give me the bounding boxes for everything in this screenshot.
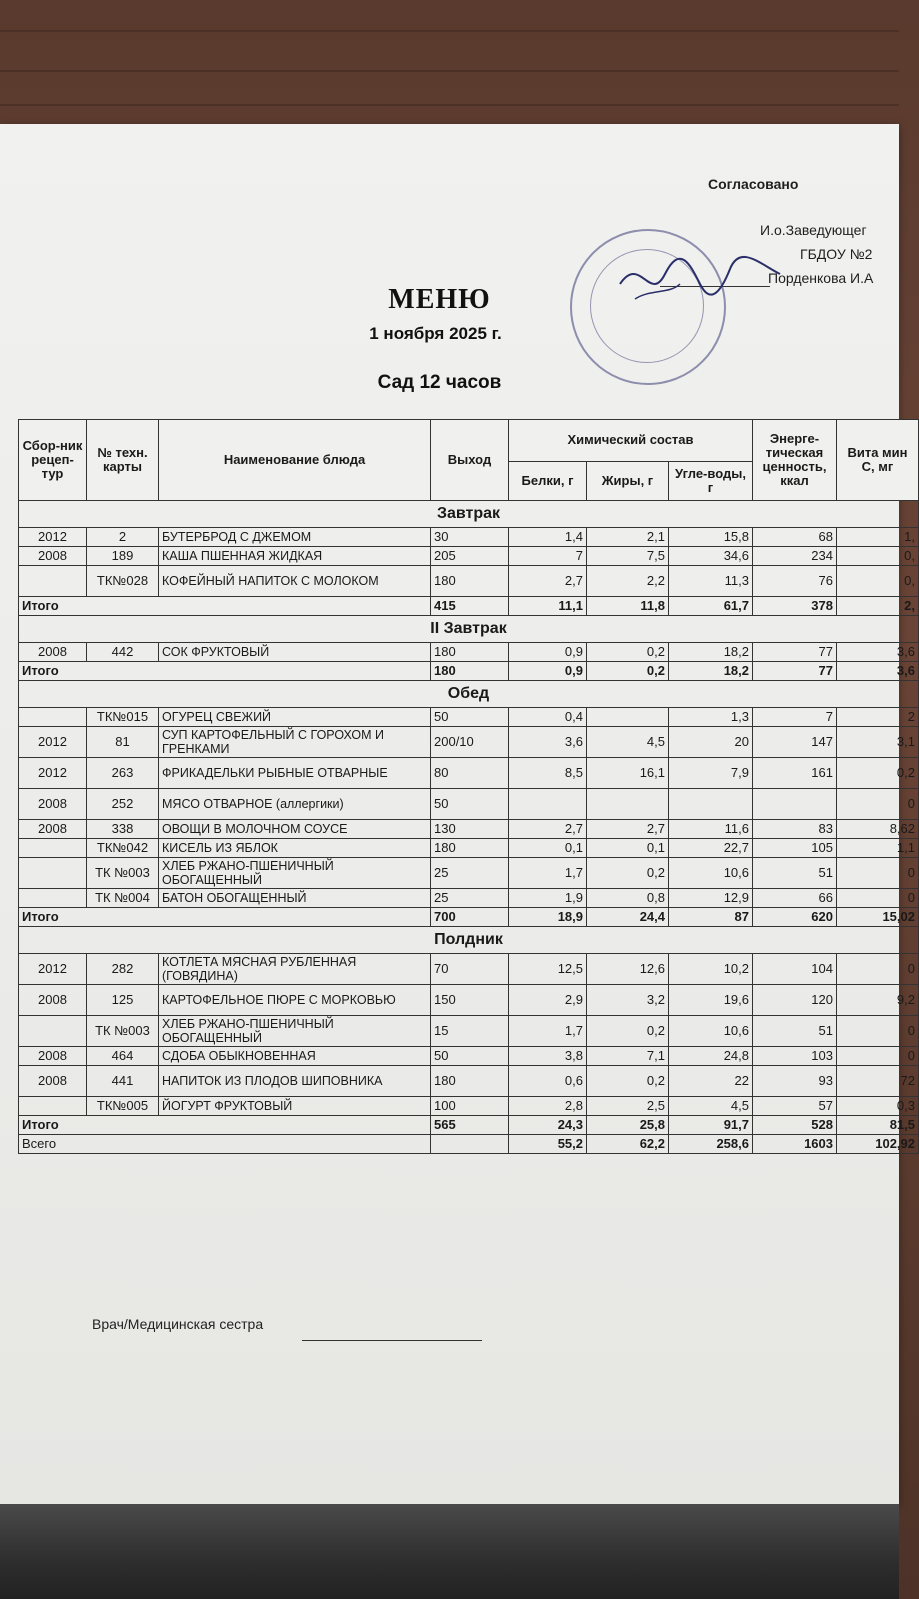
cell-energy: 147: [753, 727, 837, 758]
cell-collection: 2012: [19, 758, 87, 789]
cell-protein: 2,8: [509, 1097, 587, 1116]
table-row: [19, 820, 919, 839]
menu-body: [19, 501, 919, 1154]
section-title: II Завтрак: [19, 616, 919, 643]
cell-dish: БУТЕРБРОД С ДЖЕМОМ: [159, 528, 431, 547]
cell-dish: СДОБА ОБЫКНОВЕННАЯ: [159, 1047, 431, 1066]
table-row: [19, 1016, 919, 1047]
table-row: [19, 954, 919, 985]
cell-carbs: 19,6: [669, 985, 753, 1016]
col-protein: Белки, г: [509, 461, 587, 501]
table-row: [19, 758, 919, 789]
total-yield: 180: [431, 662, 509, 681]
cell-fat: 0,2: [587, 1066, 669, 1097]
table-row: [19, 1097, 919, 1116]
cell-card: 263: [87, 758, 159, 789]
cell-dish: КАША ПШЕННАЯ ЖИДКАЯ: [159, 547, 431, 566]
approval-position: И.о.Заведующег: [760, 222, 867, 238]
section-title: Завтрак: [19, 501, 919, 528]
cell-dish: СУП КАРТОФЕЛЬНЫЙ С ГОРОХОМ И ГРЕНКАМИ: [159, 727, 431, 758]
total-f: 0,2: [587, 662, 669, 681]
total-c: 61,7: [669, 597, 753, 616]
total-p: 11,1: [509, 597, 587, 616]
cell-yield: 15: [431, 1016, 509, 1047]
total-label: Итого: [19, 597, 431, 616]
cell-energy: 103: [753, 1047, 837, 1066]
cell-protein: 2,7: [509, 566, 587, 597]
cell-card: ТК №003: [87, 1016, 159, 1047]
cell-collection: 2008: [19, 643, 87, 662]
cell-energy: 105: [753, 839, 837, 858]
table-row: [19, 708, 919, 727]
cell-protein: 1,4: [509, 528, 587, 547]
cell-energy: 104: [753, 954, 837, 985]
total-c: 87: [669, 908, 753, 927]
page-title: МЕНЮ: [388, 284, 491, 315]
grand-total-label: Всего: [19, 1135, 431, 1154]
cell-vitamin: 0,: [837, 547, 919, 566]
col-card: № техн. карты: [87, 420, 159, 501]
cell-fat: 2,5: [587, 1097, 669, 1116]
table-row: [19, 858, 919, 889]
total-yield: 565: [431, 1116, 509, 1135]
total-yield: 415: [431, 597, 509, 616]
cell-collection: [19, 708, 87, 727]
cell-protein: 2,7: [509, 820, 587, 839]
cell-card: ТК№028: [87, 566, 159, 597]
cell-protein: 3,8: [509, 1047, 587, 1066]
cell-yield: 80: [431, 758, 509, 789]
cell-protein: 0,6: [509, 1066, 587, 1097]
col-energy: Энерге-тическая ценность, ккал: [753, 420, 837, 501]
cell-vitamin: 0: [837, 789, 919, 820]
cell-vitamin: 0: [837, 1047, 919, 1066]
cell-yield: 70: [431, 954, 509, 985]
cell-carbs: 10,6: [669, 1016, 753, 1047]
cell-protein: 1,7: [509, 858, 587, 889]
cell-dish: ХЛЕБ РЖАНО-ПШЕНИЧНЫЙ ОБОГАЩЕННЫЙ: [159, 858, 431, 889]
total-p: 24,3: [509, 1116, 587, 1135]
desk-edge: [0, 1504, 899, 1599]
cell-fat: 0,2: [587, 858, 669, 889]
cell-card: ТК№015: [87, 708, 159, 727]
cell-vitamin: 0: [837, 858, 919, 889]
approval-name: Порденкова И.А: [768, 270, 874, 286]
cell-card: 125: [87, 985, 159, 1016]
cell-collection: 2012: [19, 727, 87, 758]
section-title: Полдник: [19, 927, 919, 954]
cell-fat: 0,2: [587, 1016, 669, 1047]
cell-yield: 50: [431, 1047, 509, 1066]
cell-energy: 93: [753, 1066, 837, 1097]
total-v: 15,02: [837, 908, 919, 927]
cell-dish: ОГУРЕЦ СВЕЖИЙ: [159, 708, 431, 727]
cell-fat: 7,5: [587, 547, 669, 566]
cell-vitamin: 1,1: [837, 839, 919, 858]
cell-carbs: 34,6: [669, 547, 753, 566]
cell-collection: 2012: [19, 528, 87, 547]
table-row: [19, 985, 919, 1016]
total-c: 91,7: [669, 1116, 753, 1135]
cell-collection: [19, 1097, 87, 1116]
cell-protein: 0,1: [509, 839, 587, 858]
cell-card: ТК№005: [87, 1097, 159, 1116]
cell-vitamin: 0,: [837, 566, 919, 597]
cell-dish: ЙОГУРТ ФРУКТОВЫЙ: [159, 1097, 431, 1116]
cell-protein: 3,6: [509, 727, 587, 758]
cell-energy: 161: [753, 758, 837, 789]
total-e: 620: [753, 908, 837, 927]
cell-protein: 1,9: [509, 889, 587, 908]
total-row: [19, 908, 919, 927]
cell-collection: 2008: [19, 547, 87, 566]
cell-yield: 25: [431, 889, 509, 908]
cell-yield: 180: [431, 566, 509, 597]
cell-dish: БАТОН ОБОГАЩЕННЫЙ: [159, 889, 431, 908]
col-yield: Выход: [431, 420, 509, 501]
menu-group: Сад 12 часов: [377, 372, 502, 393]
cell-vitamin: 0: [837, 1016, 919, 1047]
cell-vitamin: 0: [837, 954, 919, 985]
cell-card: ТК №004: [87, 889, 159, 908]
total-v: 3,6: [837, 662, 919, 681]
total-p: 18,9: [509, 908, 587, 927]
cell-fat: 16,1: [587, 758, 669, 789]
total-row: [19, 1116, 919, 1135]
cell-card: 189: [87, 547, 159, 566]
cell-carbs: 11,6: [669, 820, 753, 839]
doctor-label: Врач/Медицинская сестра: [92, 1316, 264, 1332]
cell-protein: [509, 789, 587, 820]
menu-document: [0, 124, 915, 1504]
total-p: 0,9: [509, 662, 587, 681]
doctor-signature-line: [302, 1340, 482, 1341]
cell-fat: 2,1: [587, 528, 669, 547]
cell-carbs: 18,2: [669, 643, 753, 662]
cell-protein: 12,5: [509, 954, 587, 985]
col-chem: Химический состав: [509, 420, 753, 462]
cell-energy: 83: [753, 820, 837, 839]
cell-protein: 0,4: [509, 708, 587, 727]
cell-collection: 2008: [19, 1047, 87, 1066]
grand-total-yield: [431, 1135, 509, 1154]
cell-energy: 68: [753, 528, 837, 547]
cell-energy: 234: [753, 547, 837, 566]
cell-protein: 8,5: [509, 758, 587, 789]
cell-fat: 7,1: [587, 1047, 669, 1066]
cell-yield: 130: [431, 820, 509, 839]
table-row: [19, 1066, 919, 1097]
grand-total-v: 102,92: [837, 1135, 919, 1154]
cell-energy: 120: [753, 985, 837, 1016]
cell-dish: НАПИТОК ИЗ ПЛОДОВ ШИПОВНИКА: [159, 1066, 431, 1097]
total-e: 77: [753, 662, 837, 681]
cell-card: 442: [87, 643, 159, 662]
col-fat: Жиры, г: [587, 461, 669, 501]
cell-card: 252: [87, 789, 159, 820]
cell-fat: 0,1: [587, 839, 669, 858]
cell-collection: 2008: [19, 789, 87, 820]
col-collection: Сбор-ник рецеп-тур: [19, 420, 87, 501]
grand-total-p: 55,2: [509, 1135, 587, 1154]
cell-carbs: 1,3: [669, 708, 753, 727]
cell-carbs: 11,3: [669, 566, 753, 597]
cell-energy: 51: [753, 1016, 837, 1047]
table-row: [19, 566, 919, 597]
cell-collection: 2012: [19, 954, 87, 985]
total-label: Итого: [19, 1116, 431, 1135]
cell-vitamin: 0: [837, 889, 919, 908]
cell-vitamin: 9,2: [837, 985, 919, 1016]
cell-card: ТК№042: [87, 839, 159, 858]
cell-yield: 50: [431, 789, 509, 820]
menu-date: 1 ноября 2025 г.: [369, 324, 502, 343]
cell-fat: 12,6: [587, 954, 669, 985]
cell-dish: ОВОЩИ В МОЛОЧНОМ СОУСЕ: [159, 820, 431, 839]
cell-vitamin: 0,2: [837, 758, 919, 789]
cell-carbs: 22,7: [669, 839, 753, 858]
table-row: [19, 547, 919, 566]
cell-carbs: 22: [669, 1066, 753, 1097]
table-row: [19, 839, 919, 858]
total-f: 24,4: [587, 908, 669, 927]
cell-fat: 0,8: [587, 889, 669, 908]
col-carbs: Угле-воды, г: [669, 461, 753, 501]
cell-carbs: 15,8: [669, 528, 753, 547]
cell-collection: [19, 839, 87, 858]
total-row: [19, 597, 919, 616]
table-row: [19, 528, 919, 547]
table-row: [19, 889, 919, 908]
section-title: Обед: [19, 681, 919, 708]
table-row: [19, 1047, 919, 1066]
table-row: [19, 727, 919, 758]
cell-carbs: 24,8: [669, 1047, 753, 1066]
cell-fat: 4,5: [587, 727, 669, 758]
cell-energy: 76: [753, 566, 837, 597]
cell-dish: КИСЕЛЬ ИЗ ЯБЛОК: [159, 839, 431, 858]
cell-carbs: 10,6: [669, 858, 753, 889]
cell-yield: 100: [431, 1097, 509, 1116]
approval-agreed: Согласовано: [708, 176, 799, 192]
cell-yield: 50: [431, 708, 509, 727]
cell-carbs: 12,9: [669, 889, 753, 908]
total-row: [19, 662, 919, 681]
cell-card: 81: [87, 727, 159, 758]
cell-fat: [587, 789, 669, 820]
cell-yield: 200/10: [431, 727, 509, 758]
cell-energy: 51: [753, 858, 837, 889]
cell-fat: 3,2: [587, 985, 669, 1016]
total-e: 378: [753, 597, 837, 616]
cell-card: 2: [87, 528, 159, 547]
cell-vitamin: 8,62: [837, 820, 919, 839]
cell-yield: 25: [431, 858, 509, 889]
cell-collection: [19, 858, 87, 889]
cell-collection: 2008: [19, 1066, 87, 1097]
grand-total-f: 62,2: [587, 1135, 669, 1154]
total-v: 81,5: [837, 1116, 919, 1135]
cell-yield: 205: [431, 547, 509, 566]
cell-energy: 7: [753, 708, 837, 727]
cell-collection: 2008: [19, 985, 87, 1016]
cell-vitamin: 0,3: [837, 1097, 919, 1116]
total-c: 18,2: [669, 662, 753, 681]
cell-energy: 66: [753, 889, 837, 908]
cell-energy: 77: [753, 643, 837, 662]
section-header: [19, 927, 919, 954]
grand-total-e: 1603: [753, 1135, 837, 1154]
cell-fat: 2,2: [587, 566, 669, 597]
cell-carbs: 7,9: [669, 758, 753, 789]
col-vitamin: Вита мин С, мг: [837, 420, 919, 501]
table-row: [19, 643, 919, 662]
cell-dish: ХЛЕБ РЖАНО-ПШЕНИЧНЫЙ ОБОГАЩЕННЫЙ: [159, 1016, 431, 1047]
grand-total-c: 258,6: [669, 1135, 753, 1154]
cell-card: 441: [87, 1066, 159, 1097]
total-yield: 700: [431, 908, 509, 927]
total-label: Итого: [19, 908, 431, 927]
cell-vitamin: 1,: [837, 528, 919, 547]
cell-vitamin: 72: [837, 1066, 919, 1097]
cell-yield: 180: [431, 1066, 509, 1097]
cell-fat: [587, 708, 669, 727]
cell-protein: 0,9: [509, 643, 587, 662]
cell-protein: 2,9: [509, 985, 587, 1016]
cell-fat: 0,2: [587, 643, 669, 662]
cell-dish: КАРТОФЕЛЬНОЕ ПЮРЕ С МОРКОВЬЮ: [159, 985, 431, 1016]
cell-collection: [19, 566, 87, 597]
cell-carbs: 4,5: [669, 1097, 753, 1116]
approval-org: ГБДОУ №2: [800, 246, 873, 262]
total-label: Итого: [19, 662, 431, 681]
cell-yield: 150: [431, 985, 509, 1016]
cell-dish: КОТЛЕТА МЯСНАЯ РУБЛЕННАЯ (ГОВЯДИНА): [159, 954, 431, 985]
cell-collection: [19, 1016, 87, 1047]
cell-card: 282: [87, 954, 159, 985]
cell-protein: 1,7: [509, 1016, 587, 1047]
cell-vitamin: 2: [837, 708, 919, 727]
section-header: [19, 501, 919, 528]
cell-energy: [753, 789, 837, 820]
cell-dish: ФРИКАДЕЛЬКИ РЫБНЫЕ ОТВАРНЫЕ: [159, 758, 431, 789]
menu-table: [18, 419, 919, 1154]
cell-vitamin: 3,6: [837, 643, 919, 662]
total-f: 25,8: [587, 1116, 669, 1135]
cell-fat: 2,7: [587, 820, 669, 839]
cell-dish: КОФЕЙНЫЙ НАПИТОК С МОЛОКОМ: [159, 566, 431, 597]
cell-carbs: 20: [669, 727, 753, 758]
cell-card: ТК №003: [87, 858, 159, 889]
cell-collection: [19, 889, 87, 908]
cell-yield: 180: [431, 839, 509, 858]
col-dish: Наименование блюда: [159, 420, 431, 501]
cell-carbs: [669, 789, 753, 820]
cell-dish: МЯСО ОТВАРНОЕ (аллергики): [159, 789, 431, 820]
cell-energy: 57: [753, 1097, 837, 1116]
grand-total-row: [19, 1135, 919, 1154]
cell-card: 338: [87, 820, 159, 839]
cell-card: 464: [87, 1047, 159, 1066]
total-f: 11,8: [587, 597, 669, 616]
cell-vitamin: 3,1: [837, 727, 919, 758]
cell-protein: 7: [509, 547, 587, 566]
table-row: [19, 789, 919, 820]
total-e: 528: [753, 1116, 837, 1135]
cell-carbs: 10,2: [669, 954, 753, 985]
cell-yield: 30: [431, 528, 509, 547]
section-header: [19, 616, 919, 643]
cell-yield: 180: [431, 643, 509, 662]
section-header: [19, 681, 919, 708]
cell-collection: 2008: [19, 820, 87, 839]
cell-dish: СОК ФРУКТОВЫЙ: [159, 643, 431, 662]
total-v: 2,: [837, 597, 919, 616]
